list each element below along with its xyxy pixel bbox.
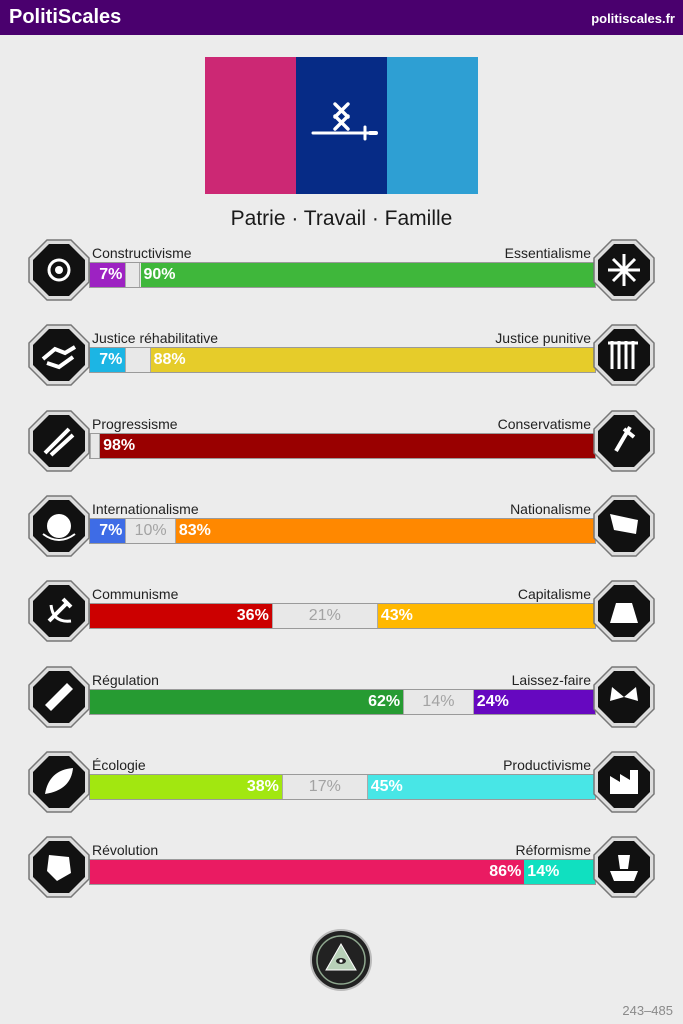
bar-segment-mid: 10% bbox=[125, 519, 176, 543]
globe-icon bbox=[27, 494, 91, 558]
rocket-icon bbox=[27, 409, 91, 473]
prison-bars-icon bbox=[592, 323, 656, 387]
site-link[interactable]: politiscales.fr bbox=[591, 11, 675, 26]
axis-left-label: Justice réhabilitative bbox=[92, 330, 219, 347]
bar-segment-right: 83% bbox=[176, 519, 595, 543]
axis-bar bbox=[89, 347, 596, 373]
axis-bar bbox=[89, 433, 596, 459]
axis-bar bbox=[89, 262, 596, 288]
axis-left-label: Écologie bbox=[92, 756, 146, 773]
axis-left-label: Communisme bbox=[92, 586, 179, 603]
bar-segment-left: 36% bbox=[90, 604, 272, 628]
hammer-sickle-icon bbox=[27, 579, 91, 643]
axis-bar bbox=[89, 603, 596, 629]
axis-left-label: Révolution bbox=[92, 842, 159, 859]
bar-segment-right: 43% bbox=[378, 604, 595, 628]
axis-right-label: Capitalisme bbox=[517, 586, 591, 603]
axis-bar bbox=[89, 774, 596, 800]
motto: Patrie · Travail · Famille bbox=[230, 207, 453, 230]
bar-segment-left: 7% bbox=[90, 519, 125, 543]
bar-segment-mid: 21% bbox=[272, 604, 378, 628]
axis-right-label: Essentialisme bbox=[504, 245, 591, 261]
flag-stripe-left bbox=[205, 57, 296, 194]
axis-right-label: Laissez-faire bbox=[511, 671, 591, 688]
axis-bar bbox=[89, 859, 596, 885]
app-header bbox=[0, 0, 683, 35]
bar-segment-mid bbox=[90, 434, 100, 458]
bar-segment-mid bbox=[125, 348, 150, 372]
flag-icon bbox=[592, 494, 656, 558]
bar-segment-mid: 17% bbox=[282, 775, 368, 799]
eye-pyramid-seal-icon bbox=[309, 928, 373, 992]
result-flag bbox=[205, 57, 478, 194]
axis-row bbox=[0, 246, 683, 316]
axis-row bbox=[0, 843, 683, 913]
bar-segment-right: 14% bbox=[524, 860, 595, 884]
fist-icon bbox=[27, 835, 91, 899]
handshake-icon bbox=[27, 323, 91, 387]
factory-icon bbox=[592, 750, 656, 814]
bar-segment-right: 45% bbox=[368, 775, 595, 799]
axis-right-label: Justice punitive bbox=[495, 330, 591, 347]
leaf-icon bbox=[27, 750, 91, 814]
axis-left-label: Constructivisme bbox=[92, 245, 192, 261]
eye-icon bbox=[27, 238, 91, 302]
bar-segment-mid bbox=[125, 263, 140, 287]
flower-icon bbox=[592, 238, 656, 302]
bar-segment-left: 38% bbox=[90, 775, 282, 799]
quill-icon bbox=[592, 409, 656, 473]
butterfly-icon bbox=[592, 665, 656, 729]
axis-row bbox=[0, 331, 683, 401]
bar-segment-right: 98% bbox=[100, 434, 595, 458]
axis-right-label: Productivisme bbox=[503, 756, 591, 773]
axis-row bbox=[0, 587, 683, 657]
bar-segment-right: 88% bbox=[151, 348, 595, 372]
bar-segment-right: 24% bbox=[474, 690, 595, 714]
axis-row bbox=[0, 502, 683, 572]
axis-row bbox=[0, 758, 683, 828]
bar-segment-left: 7% bbox=[90, 348, 125, 372]
bar-segment-left: 7% bbox=[90, 263, 125, 287]
axis-left-label: Régulation bbox=[92, 671, 159, 688]
axis-row bbox=[0, 673, 683, 743]
axis-left-label: Progressisme bbox=[92, 415, 178, 432]
flag-stripe-middle bbox=[296, 57, 387, 194]
bar-segment-left: 86% bbox=[90, 860, 524, 884]
axis-right-label: Conservatisme bbox=[497, 415, 591, 432]
bar-segment-left: 62% bbox=[90, 690, 403, 714]
score-range: 243–485 bbox=[622, 1003, 673, 1018]
axis-right-label: Réformisme bbox=[515, 842, 591, 859]
money-bag-icon bbox=[592, 579, 656, 643]
brand-title[interactable]: PolitiScales bbox=[9, 6, 122, 28]
ruler-icon bbox=[27, 665, 91, 729]
axis-row bbox=[0, 417, 683, 487]
axis-bar bbox=[89, 518, 596, 544]
ballot-icon bbox=[592, 835, 656, 899]
bar-segment-right: 90% bbox=[141, 263, 596, 287]
axis-right-label: Nationalisme bbox=[510, 500, 591, 517]
bar-segment-mid: 14% bbox=[403, 690, 474, 714]
flag-stripe-right bbox=[387, 57, 478, 194]
axis-left-label: Internationalisme bbox=[92, 500, 199, 517]
axis-bar bbox=[89, 689, 596, 715]
